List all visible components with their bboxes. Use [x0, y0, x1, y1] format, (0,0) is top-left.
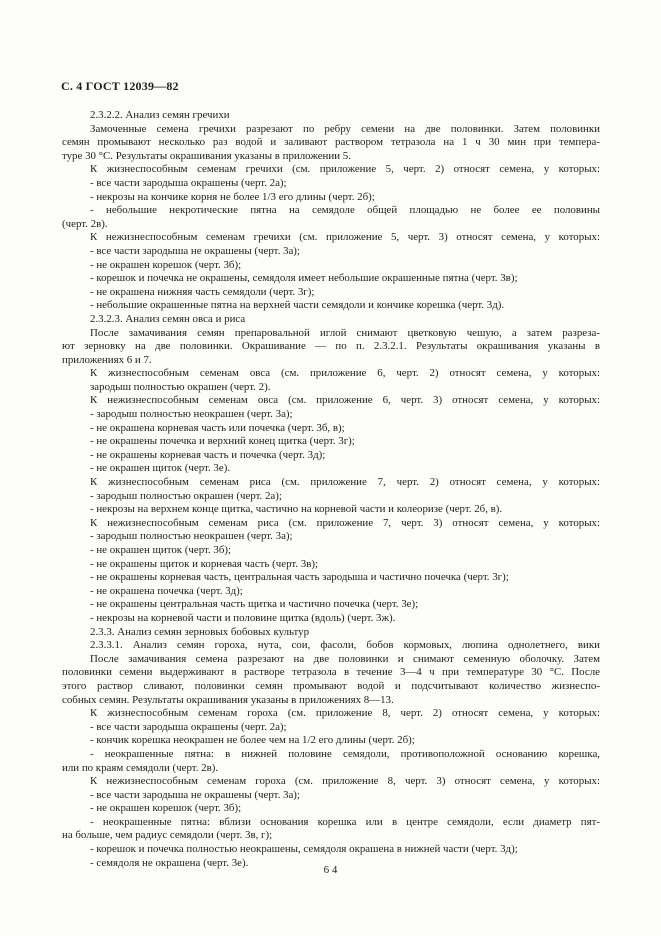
text-line: туре 30 °С. Результаты окрашивания указаны в приложении 5.	[62, 149, 351, 162]
section-heading: 2.3.2.3. Анализ семян овса и риса	[90, 312, 246, 325]
list-item: - не окрашен щиток (черт. 3б);	[90, 544, 232, 556]
text-line: К нежизнеспособным семенам гречихи (см. приложение 5, черт. 3) относят семена, у которых:	[90, 231, 600, 244]
list-item: - все части зародыша не окрашены (черт. 3а);	[90, 244, 300, 257]
list-item: - не окрашены корневая часть и почечка (черт. 3д);	[90, 448, 326, 461]
text-line: или по краям семядоли (черт. 2в).	[62, 761, 219, 774]
list-item: - не окрашены почечка и верхний конец щитка (черт. 3г);	[90, 435, 355, 448]
list-item: - семядоля не окрашена (черт. 3е).	[90, 856, 249, 869]
text-line: (черт. 2в).	[62, 217, 108, 230]
text-line: К жизнеспособным семенам гороха (см. приложение 8, черт. 2) относят семена, у которых:	[90, 707, 600, 720]
section-heading: 2.3.3.1. Анализ семян гороха, нута, сои, фасоли, бобов кормовых, люпина однолетнего, вики	[90, 639, 600, 652]
list-item: - корешок и почечка не окрашены, семядоля имеет небольшие окрашенные пятна (черт. 3в);	[90, 272, 518, 285]
list-item: - корешок и почечка полностью неокрашены, семядоля окрашена в нижней части (черт. 3д);	[90, 843, 518, 856]
text-line: После замачивания семена разрезают на две половинки и снимают семенную оболочку. Затем	[90, 652, 600, 665]
text-line: этого раствор сливают, половинки семян промывают водой и подсчитывают количество жизнеспо-	[62, 679, 600, 692]
list-item: - некрозы на верхнем конце щитка, частично на корневой части и колеоризе (черт. 2б, в).	[90, 503, 503, 516]
text-line: собных семян. Результаты окрашивания указаны в приложениях 8—13.	[62, 693, 394, 706]
list-item: - все части зародыша окрашены (черт. 2а);	[90, 720, 287, 733]
list-item: - не окрашен корешок (черт. 3б);	[90, 258, 242, 271]
text-line: Замоченные семена гречихи разрезают по ребру семени на две половинки. Затем половинки	[90, 122, 600, 135]
text-line: ют зерновку на две половинки. Окрашивание — по п. 2.3.2.1. Результаты окрашивания указаны в	[62, 340, 600, 353]
text-line: приложениях 6 и 7.	[62, 353, 152, 366]
list-item: - не окрашена нижняя часть семядоли (черт. 3г);	[90, 285, 315, 298]
list-item: - не окрашен щиток (черт. 3е).	[90, 462, 231, 475]
list-item: - не окрашены щиток и корневая часть (черт. 3в);	[90, 557, 318, 570]
list-item: - кончик корешка неокрашен не более чем на 1/2 его длины (черт. 2б);	[90, 734, 415, 747]
text-line: К нежизнеспособным семенам гороха (см. приложение 8, черт. 3) относят семена, у которых:	[90, 775, 600, 788]
list-item: - не окрашен корешок (черт. 3б);	[90, 802, 242, 815]
text-line: на больше, чем радиус семядоли (черт. 3в, г);	[62, 829, 273, 842]
text-line: К жизнеспособным семенам риса (см. приложение 7, черт. 2) относят семена, у которых:	[90, 476, 600, 489]
list-item: - не окрашена почечка (черт. 3д);	[90, 584, 243, 597]
text-line: К нежизнеспособным семенам риса (см. приложение 7, черт. 3) относят семена, у которых:	[90, 516, 600, 529]
text-line: К жизнеспособным семенам гречихи (см. приложение 5, черт. 2) относят семена, у которых:	[90, 163, 600, 176]
list-item: - все части зародыша окрашены (черт. 2а);	[90, 176, 287, 189]
list-item: - некрозы на кончике корня не более 1/3 его длины (черт. 2б);	[90, 190, 375, 203]
text-line: К нежизнеспособным семенам овса (см. приложение 6, черт. 3) относят семена, у которых:	[90, 394, 600, 407]
section-heading: 2.3.3. Анализ семян зерновых бобовых культур	[90, 625, 310, 638]
list-item: - все части зародыша не окрашены (черт. 3а);	[90, 788, 300, 801]
page-number: 6 4	[323, 864, 338, 876]
list-item: - не окрашены центральная часть щитка и частично почечка (черт. 3е);	[90, 598, 419, 611]
section-heading: 2.3.2.2. Анализ семян гречихи	[90, 109, 230, 121]
text-line: половинки семени выдерживают в растворе тетразола в течение 3—4 ч при температуре 30 °С. После	[62, 666, 600, 679]
list-item: - неокрашенные пятна: вблизи основания корешка или в центре семядоли, если диаметр пят-	[90, 815, 600, 828]
text-line: К жизнеспособным семенам овса (см. приложение 6, черт. 2) относят семена, у которых:	[90, 367, 600, 380]
text-line: зародыш полностью окрашен (черт. 2).	[90, 380, 271, 393]
list-item: - не окрашены корневая часть, центральная часть зародыша и частично почечка (черт. 3г);	[90, 571, 509, 584]
text-line: После замачивания семян препаровальной иглой снимают цветковую чешую, а затем разреза-	[90, 326, 600, 339]
text-line: семян промывают несколько раз водой и заливают раствором тетразола на 1 ч 30 мин при темпера-	[62, 136, 600, 149]
list-item: - не окрашена корневая часть или почечка (черт. 3б, в);	[90, 421, 345, 434]
document-body	[62, 109, 600, 870]
page-header: С. 4 ГОСТ 12039—82	[61, 79, 179, 93]
list-item: - некрозы на корневой части и половине щитка (вдоль) (черт. 3ж).	[90, 611, 396, 624]
list-item: - зародыш полностью неокрашен (черт. 3а);	[90, 530, 293, 543]
list-item: - зародыш полностью неокрашен (черт. 3а);	[90, 408, 293, 421]
list-item: - небольшие некротические пятна на семядоле общей площадью не более ее половины	[90, 204, 600, 217]
list-item: - неокрашенные пятна: в нижней половине семядоли, противоположной основанию корешка,	[90, 747, 600, 760]
list-item: - зародыш полностью окрашен (черт. 2а);	[90, 489, 282, 502]
list-item: - небольшие окрашенные пятна на верхней части семядоли и кончике корешка (черт. 3д).	[90, 299, 505, 312]
